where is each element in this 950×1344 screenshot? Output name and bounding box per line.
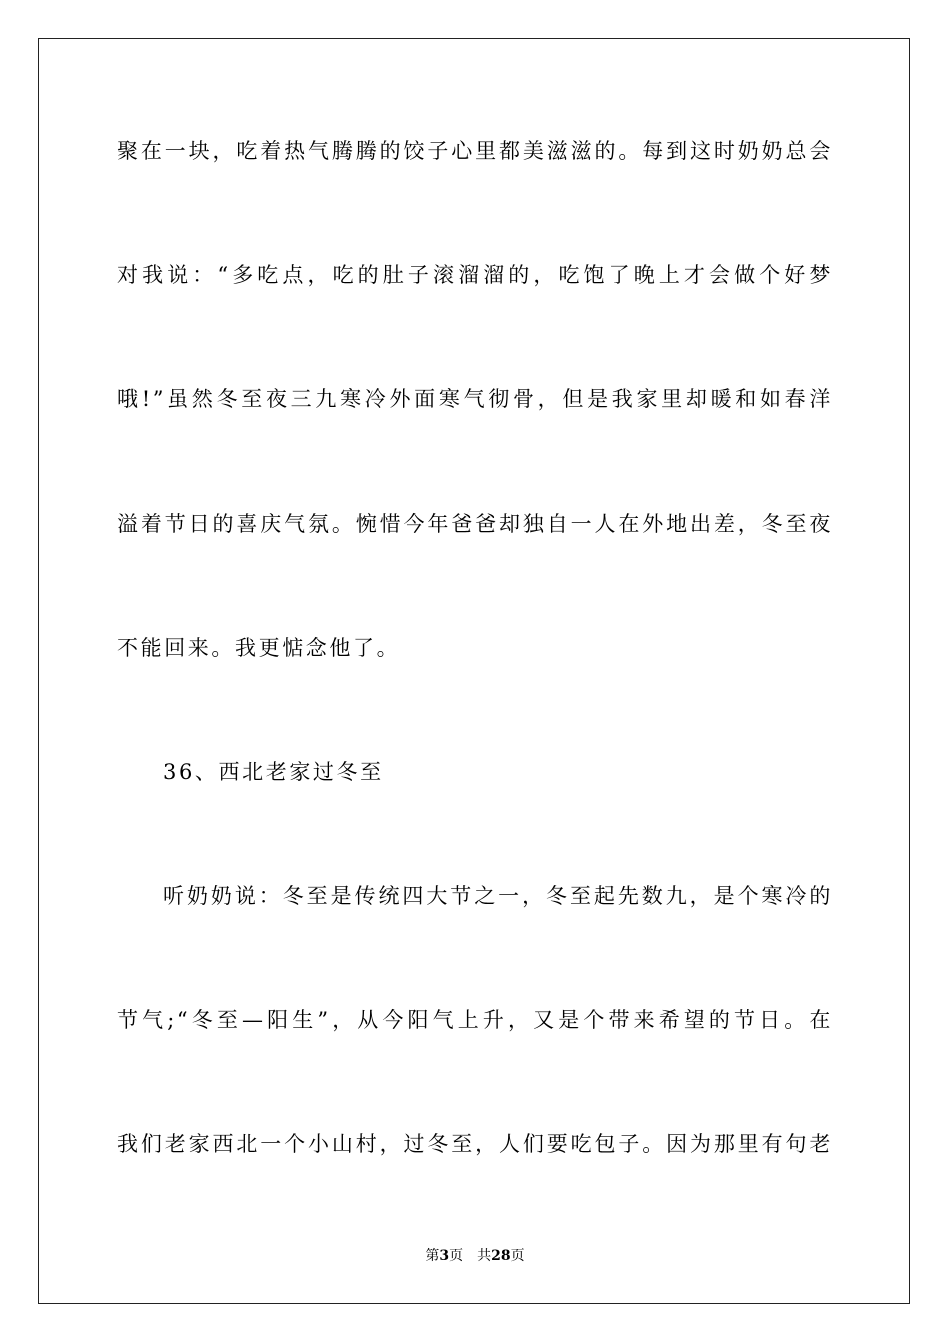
total-pages: 28: [491, 1248, 511, 1264]
page-suffix: 页: [449, 1248, 464, 1264]
text-line: 节气;“冬至—阳生”，从今阳气上升，又是个带来希望的节日。在: [117, 1008, 833, 1032]
text-line: 我们老家西北一个小山村，过冬至，人们要吃包子。因为那里有句老: [117, 1132, 833, 1156]
section-heading: 36、西北老家过冬至: [163, 760, 384, 784]
text-line: 不能回来。我更惦念他了。: [117, 636, 401, 660]
text-line: 对我说：“多吃点，吃的肚子滚溜溜的，吃饱了晚上才会做个好梦: [117, 263, 833, 287]
page-footer: [0, 1247, 950, 1265]
total-suffix: 页: [510, 1248, 525, 1264]
page-number: 3: [439, 1248, 450, 1264]
text-line: 听奶奶说：冬至是传统四大节之一，冬至起先数九，是个寒冷的: [163, 884, 833, 908]
total-prefix: 共: [477, 1248, 492, 1264]
page-prefix: 第: [425, 1248, 440, 1264]
text-line: 溢着节日的喜庆气氛。惋惜今年爸爸却独自一人在外地出差，冬至夜: [117, 512, 833, 536]
text-line: 聚在一块，吃着热气腾腾的饺子心里都美滋滋的。每到这时奶奶总会: [117, 139, 833, 163]
text-line: 哦!”虽然冬至夜三九寒冷外面寒气彻骨，但是我家里却暖和如春洋: [117, 387, 833, 411]
page-border: [38, 38, 910, 1304]
